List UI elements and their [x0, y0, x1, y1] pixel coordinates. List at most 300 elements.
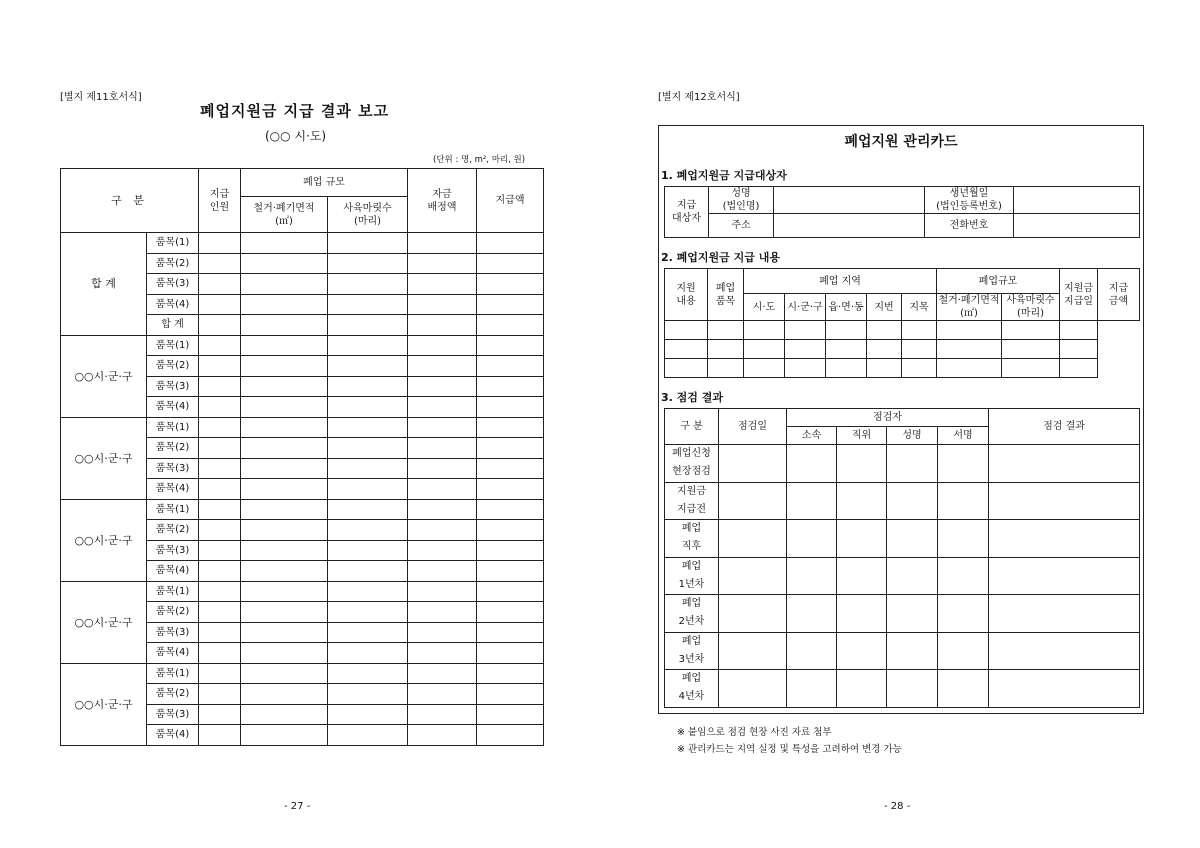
- data-cell: [408, 274, 477, 295]
- data-cell: [989, 482, 1140, 520]
- data-cell: [408, 315, 477, 336]
- page-number-left: - 27 -: [284, 801, 311, 812]
- item-label: 품목(2): [147, 253, 199, 274]
- data-cell: [199, 356, 241, 377]
- item-label: 품목(3): [147, 704, 199, 725]
- data-cell: [1002, 359, 1060, 378]
- name-value: [774, 187, 925, 214]
- payment-result-table: [60, 168, 544, 746]
- data-cell: [241, 335, 328, 356]
- col-name: 성명: [887, 427, 938, 445]
- data-cell: [241, 397, 328, 418]
- page-title-right: 폐업지원 관리카드: [844, 134, 958, 150]
- item-label: 품목(1): [147, 417, 199, 438]
- data-cell: [477, 233, 544, 254]
- data-cell: [719, 632, 787, 670]
- inspection-stage-label: 지원금 지급전: [665, 482, 719, 520]
- data-cell: [199, 684, 241, 705]
- data-cell: [199, 561, 241, 582]
- inspection-table: [664, 408, 1140, 708]
- data-cell: [1060, 340, 1098, 359]
- birth-value: [1014, 187, 1140, 214]
- inspection-stage-label: 폐업 1년차: [665, 557, 719, 595]
- data-cell: [887, 557, 938, 595]
- data-cell: [241, 458, 328, 479]
- item-label: 합 계: [147, 315, 199, 336]
- data-cell: [199, 438, 241, 459]
- data-cell: [408, 397, 477, 418]
- support-content-label: 지원 내용: [665, 269, 708, 321]
- table-row: [665, 340, 1140, 359]
- item-label: 품목(2): [147, 684, 199, 705]
- data-cell: [719, 557, 787, 595]
- col-jimok: 지목: [902, 294, 937, 321]
- data-cell: [328, 684, 408, 705]
- data-cell: [477, 274, 544, 295]
- data-cell: [477, 294, 544, 315]
- note-2: ※ 관리카드는 지역 실정 및 특성을 고려하여 변경 가능: [677, 744, 902, 755]
- table-row: [665, 445, 1140, 483]
- data-cell: [241, 376, 328, 397]
- data-cell: [408, 663, 477, 684]
- data-cell: [938, 670, 989, 708]
- data-cell: [408, 233, 477, 254]
- table-row: [665, 670, 1140, 708]
- section-3-title: 3. 점검 결과: [661, 391, 723, 404]
- col-sido: 시·도: [744, 294, 785, 321]
- inspection-stage-label: 폐업신청 현장점검: [665, 445, 719, 483]
- data-cell: [199, 335, 241, 356]
- col-area: 철거·폐기면적 (㎡): [938, 295, 1000, 319]
- item-label: 품목(4): [147, 479, 199, 500]
- closure-scale-header: 폐업규모: [937, 269, 1060, 294]
- table-row: [61, 233, 544, 254]
- data-cell: [408, 704, 477, 725]
- page-number-right: - 28 -: [884, 801, 911, 812]
- data-cell: [785, 340, 826, 359]
- data-cell: [938, 445, 989, 483]
- data-cell: [328, 643, 408, 664]
- data-cell: [477, 622, 544, 643]
- data-cell: [787, 482, 837, 520]
- data-cell: [989, 595, 1140, 633]
- region-label: 합 계: [61, 233, 147, 336]
- table-row: [665, 482, 1140, 520]
- data-cell: [241, 540, 328, 561]
- phone-label: 전화번호: [925, 214, 1014, 238]
- data-cell: [887, 632, 938, 670]
- data-cell: [241, 274, 328, 295]
- data-cell: [328, 663, 408, 684]
- data-cell: [938, 557, 989, 595]
- target-label: 지급 대상자: [665, 187, 709, 238]
- paid-date-header: 지원금 지급일: [1060, 269, 1098, 321]
- data-cell: [408, 253, 477, 274]
- item-label: 품목(3): [147, 622, 199, 643]
- item-label: 품목(2): [147, 602, 199, 623]
- region-label: ○○시·군·구: [61, 663, 147, 745]
- item-label: 품목(4): [147, 643, 199, 664]
- inspector-header: 점검자: [787, 409, 989, 427]
- data-cell: [826, 321, 867, 340]
- data-cell: [477, 602, 544, 623]
- item-label: 품목(1): [147, 335, 199, 356]
- data-cell: [719, 670, 787, 708]
- table-row: [61, 663, 544, 684]
- inspection-date-header: 점검일: [719, 409, 787, 445]
- data-cell: [408, 458, 477, 479]
- data-cell: [241, 417, 328, 438]
- data-cell: [887, 595, 938, 633]
- data-cell: [867, 359, 902, 378]
- data-cell: [328, 335, 408, 356]
- col-signature: 서명: [938, 427, 989, 445]
- header-area: 철거·폐기면적 (㎡): [241, 197, 328, 233]
- data-cell: [867, 340, 902, 359]
- data-cell: [199, 540, 241, 561]
- data-cell: [241, 725, 328, 746]
- data-cell: [787, 445, 837, 483]
- data-cell: [408, 294, 477, 315]
- data-cell: [477, 356, 544, 377]
- item-label: 품목(3): [147, 376, 199, 397]
- data-cell: [199, 643, 241, 664]
- data-cell: [199, 499, 241, 520]
- data-cell: [241, 315, 328, 336]
- data-cell: [199, 253, 241, 274]
- data-cell: [719, 482, 787, 520]
- data-cell: [199, 581, 241, 602]
- data-cell: [477, 417, 544, 438]
- header-heads: 사육마릿수 (마리): [328, 197, 408, 233]
- data-cell: [787, 632, 837, 670]
- data-cell: [477, 520, 544, 541]
- data-cell: [837, 445, 887, 483]
- data-cell: [938, 595, 989, 633]
- item-label: 품목(2): [147, 356, 199, 377]
- data-cell: [408, 335, 477, 356]
- data-cell: [328, 294, 408, 315]
- data-cell: [328, 479, 408, 500]
- address-value: [774, 214, 925, 238]
- item-label: 품목(3): [147, 540, 199, 561]
- data-cell: [241, 643, 328, 664]
- section-2-title: 2. 폐업지원금 지급 내용: [661, 251, 780, 264]
- item-label: 품목(2): [147, 520, 199, 541]
- data-cell: [902, 359, 937, 378]
- data-cell: [328, 499, 408, 520]
- data-cell: [328, 704, 408, 725]
- inspection-result-header: 점검 결과: [989, 409, 1140, 445]
- paid-amount-header: 지급 금액: [1098, 269, 1140, 321]
- data-cell: [199, 622, 241, 643]
- data-cell: [665, 340, 708, 359]
- data-cell: [328, 417, 408, 438]
- item-label: 품목(1): [147, 499, 199, 520]
- data-cell: [199, 520, 241, 541]
- data-cell: [837, 670, 887, 708]
- data-cell: [241, 356, 328, 377]
- data-cell: [199, 458, 241, 479]
- data-cell: [989, 557, 1140, 595]
- data-cell: [787, 520, 837, 558]
- data-cell: [328, 458, 408, 479]
- data-cell: [787, 595, 837, 633]
- col-affiliation: 소속: [787, 427, 837, 445]
- item-label: 품목(4): [147, 725, 199, 746]
- data-cell: [328, 438, 408, 459]
- data-cell: [241, 663, 328, 684]
- data-cell: [408, 684, 477, 705]
- unit-note: (단위 : 명, m², 마리, 원): [433, 155, 526, 165]
- inspection-gubun-header: 구 분: [665, 409, 719, 445]
- data-cell: [328, 540, 408, 561]
- data-cell: [719, 595, 787, 633]
- data-cell: [199, 725, 241, 746]
- data-cell: [837, 632, 887, 670]
- data-cell: [199, 663, 241, 684]
- data-cell: [1060, 321, 1098, 340]
- data-cell: [477, 540, 544, 561]
- item-label: 품목(3): [147, 274, 199, 295]
- data-cell: [477, 376, 544, 397]
- item-label: 품목(4): [147, 294, 199, 315]
- region-label: ○○시·군·구: [61, 335, 147, 417]
- data-cell: [241, 499, 328, 520]
- table-row: [61, 581, 544, 602]
- data-cell: [744, 359, 785, 378]
- data-cell: [241, 479, 328, 500]
- data-cell: [241, 622, 328, 643]
- data-cell: [241, 233, 328, 254]
- data-cell: [408, 643, 477, 664]
- data-cell: [665, 321, 708, 340]
- data-cell: [989, 670, 1140, 708]
- data-cell: [199, 602, 241, 623]
- data-cell: [199, 479, 241, 500]
- data-cell: [938, 520, 989, 558]
- data-cell: [477, 581, 544, 602]
- data-cell: [241, 253, 328, 274]
- data-cell: [408, 561, 477, 582]
- data-cell: [826, 340, 867, 359]
- data-cell: [887, 670, 938, 708]
- subtitle-left: (○○ 시·도): [265, 129, 327, 143]
- data-cell: [477, 335, 544, 356]
- header-amount: 지급액: [477, 169, 544, 233]
- col-heads: 사육마릿수 (마리): [1002, 294, 1060, 321]
- item-label: 품목(2): [147, 438, 199, 459]
- payment-content-table: [664, 268, 1140, 378]
- data-cell: [199, 376, 241, 397]
- data-cell: [1002, 340, 1060, 359]
- data-cell: [328, 397, 408, 418]
- data-cell: [199, 704, 241, 725]
- data-cell: [408, 540, 477, 561]
- data-cell: [837, 482, 887, 520]
- form-number-right: [별지 제12호서식]: [658, 92, 740, 103]
- data-cell: [408, 520, 477, 541]
- data-cell: [826, 359, 867, 378]
- data-cell: [938, 632, 989, 670]
- data-cell: [837, 595, 887, 633]
- data-cell: [1060, 359, 1098, 378]
- region-label: ○○시·군·구: [61, 581, 147, 663]
- birth-label: 생년월일 (법인등록번호): [925, 187, 1014, 214]
- data-cell: [408, 499, 477, 520]
- table-row: [665, 632, 1140, 670]
- closure-region-header: 폐업 지역: [744, 269, 937, 294]
- inspection-stage-label: 폐업 3년차: [665, 632, 719, 670]
- data-cell: [477, 725, 544, 746]
- data-cell: [887, 445, 938, 483]
- data-cell: [867, 321, 902, 340]
- data-cell: [477, 438, 544, 459]
- data-cell: [902, 340, 937, 359]
- item-label: 품목(3): [147, 458, 199, 479]
- data-cell: [328, 520, 408, 541]
- data-cell: [328, 581, 408, 602]
- data-cell: [787, 557, 837, 595]
- data-cell: [241, 684, 328, 705]
- data-cell: [744, 321, 785, 340]
- data-cell: [719, 445, 787, 483]
- data-cell: [241, 704, 328, 725]
- data-cell: [408, 479, 477, 500]
- data-cell: [241, 561, 328, 582]
- data-cell: [328, 315, 408, 336]
- data-cell: [328, 602, 408, 623]
- data-cell: [477, 663, 544, 684]
- header-persons: 지급 인원: [199, 169, 241, 233]
- item-label: 품목(4): [147, 397, 199, 418]
- data-cell: [989, 632, 1140, 670]
- data-cell: [408, 376, 477, 397]
- data-cell: [328, 622, 408, 643]
- data-cell: [408, 602, 477, 623]
- data-cell: [408, 622, 477, 643]
- region-label: ○○시·군·구: [61, 499, 147, 581]
- table-row: [665, 595, 1140, 633]
- data-cell: [328, 233, 408, 254]
- data-cell: [241, 294, 328, 315]
- data-cell: [477, 561, 544, 582]
- data-cell: [989, 520, 1140, 558]
- page-title-left: 폐업지원금 지급 결과 보고: [200, 102, 390, 120]
- inspection-stage-label: 폐업 2년차: [665, 595, 719, 633]
- table-row: [61, 417, 544, 438]
- inspection-stage-label: 폐업 4년차: [665, 670, 719, 708]
- data-cell: [477, 704, 544, 725]
- col-eupmyeondong: 읍·면·동: [826, 294, 867, 321]
- form-number-left: [별지 제11호서식]: [60, 92, 142, 103]
- data-cell: [408, 417, 477, 438]
- col-position: 직위: [837, 427, 887, 445]
- data-cell: [328, 561, 408, 582]
- data-cell: [408, 581, 477, 602]
- inspection-stage-label: 폐업 직후: [665, 520, 719, 558]
- data-cell: [785, 359, 826, 378]
- data-cell: [241, 602, 328, 623]
- note-1: ※ 붙임으로 점검 현장 사진 자료 첨부: [677, 727, 832, 738]
- data-cell: [199, 274, 241, 295]
- data-cell: [937, 321, 1002, 340]
- data-cell: [837, 557, 887, 595]
- data-cell: [199, 294, 241, 315]
- header-gubun: 구 분: [61, 169, 199, 233]
- data-cell: [199, 417, 241, 438]
- data-cell: [719, 520, 787, 558]
- data-cell: [408, 356, 477, 377]
- table-row: [665, 359, 1140, 378]
- table-row: [61, 499, 544, 520]
- data-cell: [989, 445, 1140, 483]
- data-cell: [937, 340, 1002, 359]
- data-cell: [708, 359, 744, 378]
- data-cell: [477, 684, 544, 705]
- item-label: 품목(4): [147, 561, 199, 582]
- data-cell: [1002, 321, 1060, 340]
- table-row: [665, 321, 1140, 340]
- data-cell: [887, 520, 938, 558]
- item-label: 품목(1): [147, 663, 199, 684]
- data-cell: [477, 315, 544, 336]
- data-cell: [902, 321, 937, 340]
- table-row: [665, 557, 1140, 595]
- recipient-table: [664, 186, 1140, 238]
- data-cell: [477, 458, 544, 479]
- address-label: 주소: [709, 214, 774, 238]
- data-cell: [837, 520, 887, 558]
- data-cell: [477, 499, 544, 520]
- data-cell: [477, 643, 544, 664]
- data-cell: [328, 725, 408, 746]
- phone-value: [1014, 214, 1140, 238]
- data-cell: [708, 340, 744, 359]
- data-cell: [408, 438, 477, 459]
- data-cell: [199, 315, 241, 336]
- data-cell: [328, 274, 408, 295]
- name-label: 성명 (법인명): [709, 187, 774, 214]
- data-cell: [938, 482, 989, 520]
- data-cell: [199, 233, 241, 254]
- item-label: 품목(1): [147, 233, 199, 254]
- region-label: ○○시·군·구: [61, 417, 147, 499]
- col-jibeon: 지번: [867, 294, 902, 321]
- table-row: [665, 520, 1140, 558]
- header-scale: 폐업 규모: [241, 169, 408, 197]
- data-cell: [887, 482, 938, 520]
- data-cell: [328, 356, 408, 377]
- data-cell: [408, 725, 477, 746]
- data-cell: [241, 438, 328, 459]
- data-cell: [477, 253, 544, 274]
- data-cell: [665, 359, 708, 378]
- section-1-title: 1. 폐업지원금 지급대상자: [661, 169, 787, 182]
- data-cell: [937, 359, 1002, 378]
- data-cell: [477, 479, 544, 500]
- data-cell: [241, 581, 328, 602]
- item-label: 품목(1): [147, 581, 199, 602]
- table-row: [61, 335, 544, 356]
- data-cell: [328, 376, 408, 397]
- col-sigungu: 시·군·구: [785, 294, 826, 321]
- data-cell: [787, 670, 837, 708]
- closure-item-header: 폐업 품목: [708, 269, 744, 321]
- data-cell: [785, 321, 826, 340]
- header-allocated: 자금 배정액: [408, 169, 477, 233]
- data-cell: [708, 321, 744, 340]
